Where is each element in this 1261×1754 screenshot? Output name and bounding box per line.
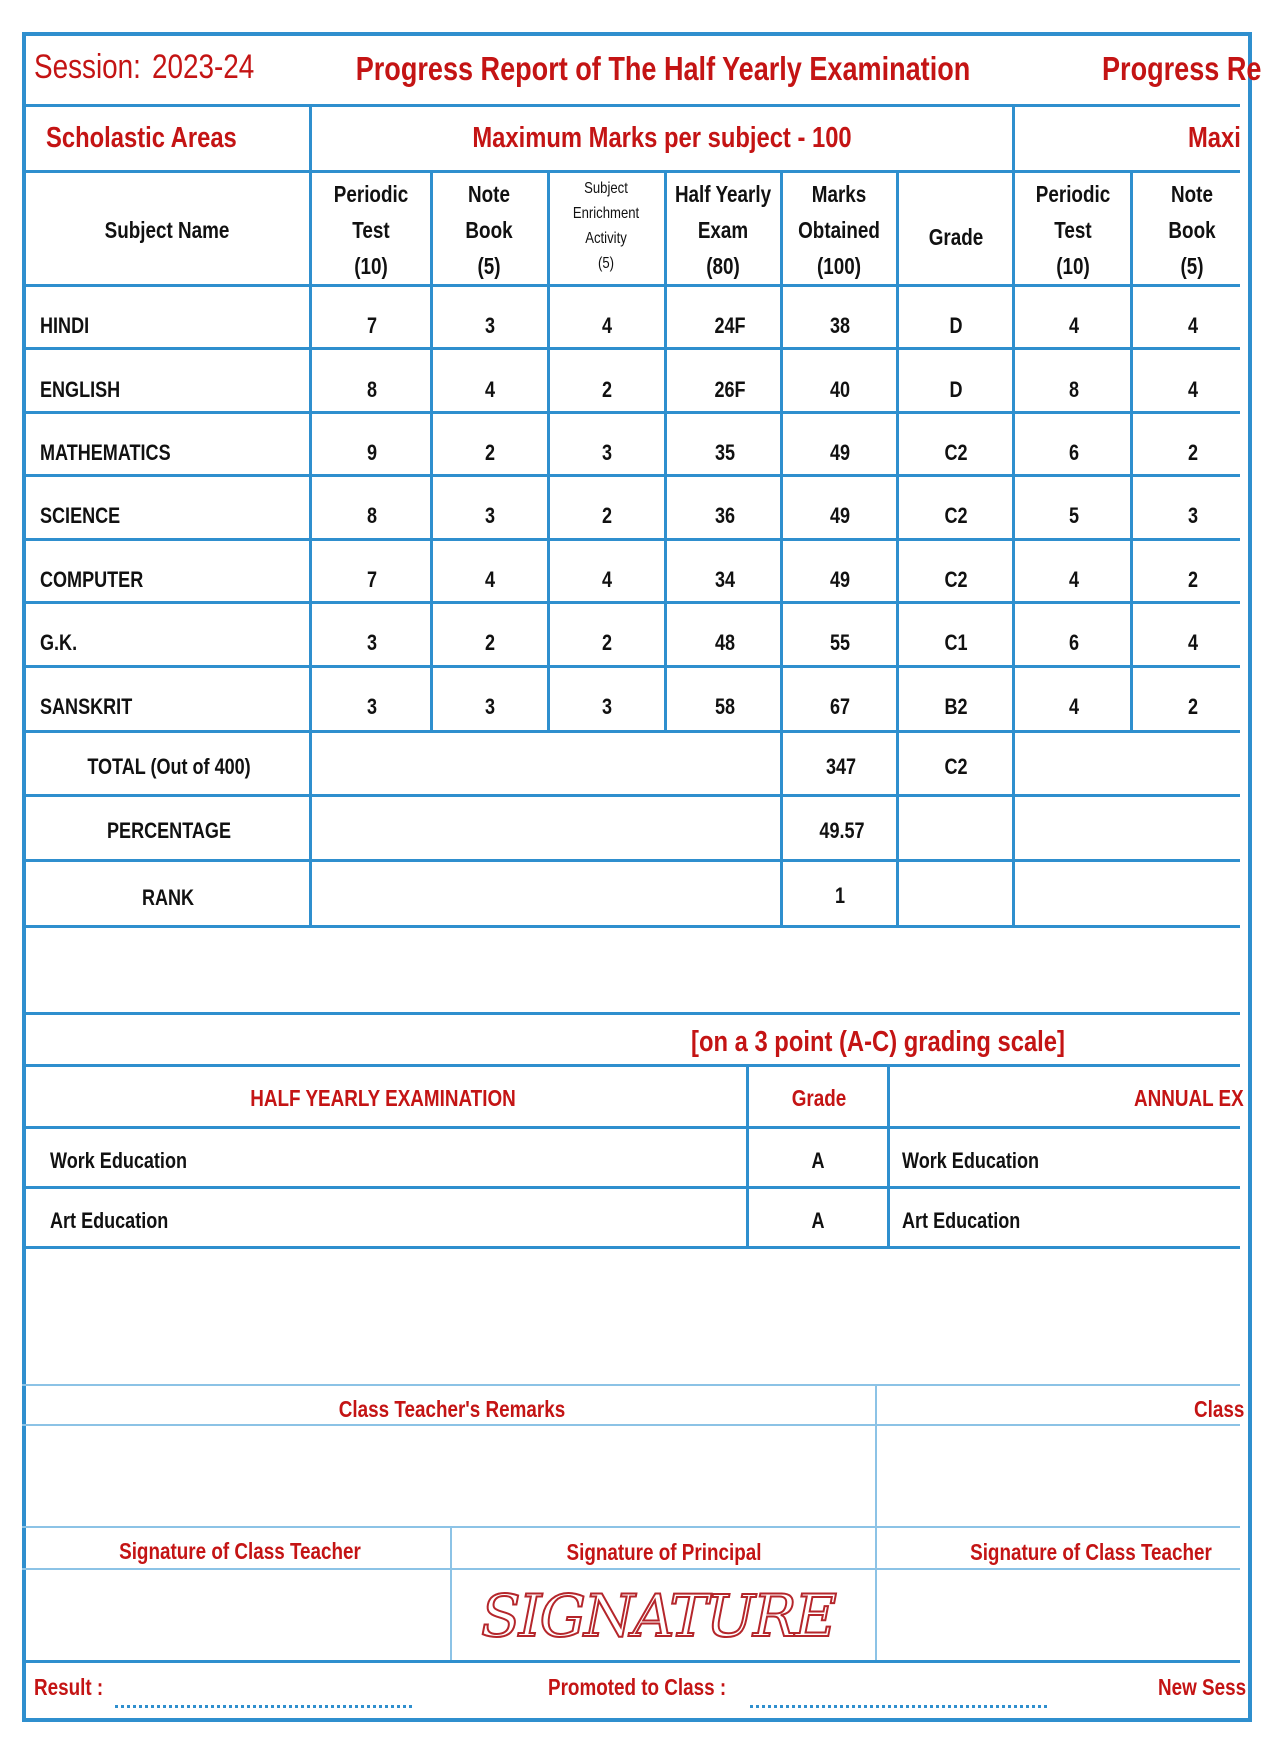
note-book-score: 4: [484, 377, 496, 402]
class-teacher-remarks-label: Class Teacher's Remarks: [338, 1396, 566, 1422]
col-header-grade: Grade: [928, 224, 984, 250]
col-header-subject-enrichment: Subject Enrichment Activity (5): [572, 180, 640, 272]
col-header-subject: Subject Name: [104, 217, 230, 243]
col-header-note-book: Note Book (5): [465, 181, 513, 279]
total-value: 347: [825, 754, 857, 779]
percentage-value: 49.57: [819, 818, 865, 843]
col-header-periodic-test: Periodic Test (10): [333, 181, 409, 279]
report-title: Progress Report of The Half Yearly Examination: [355, 50, 971, 87]
rank-label: RANK: [141, 885, 195, 910]
rank-value: 1: [834, 883, 846, 908]
session-value: 2023-24: [152, 48, 255, 86]
periodic-test-score: 7: [366, 567, 378, 592]
enrichment-score: 2: [601, 377, 613, 402]
subject-name: SANSKRIT: [40, 694, 133, 719]
result-label: Result :: [34, 1674, 104, 1700]
note-book-annual-score: 4: [1187, 377, 1199, 402]
note-book-score: 2: [484, 630, 496, 655]
co-area-annual-name: Work Education: [902, 1148, 1039, 1173]
note-book-score: 3: [484, 313, 496, 338]
marks-obtained: 67: [829, 694, 851, 719]
periodic-test-score: 3: [366, 694, 378, 719]
half-yearly-score: 35: [714, 440, 736, 465]
result-field[interactable]: [115, 1705, 412, 1708]
marks-obtained: 40: [829, 377, 851, 402]
note-book-score: 3: [484, 694, 496, 719]
grade-value: D: [949, 313, 963, 338]
grade-value: D: [949, 377, 963, 402]
col-header-half-yearly-exam: Half Yearly Exam (80): [674, 181, 772, 279]
half-yearly-score: 26F: [714, 377, 746, 402]
periodic-test-annual-score: 4: [1068, 313, 1080, 338]
subject-name: HINDI: [40, 313, 90, 338]
signature-class-teacher-label: Signature of Class Teacher: [119, 1538, 361, 1564]
marks-obtained: 49: [829, 440, 851, 465]
half-yearly-score: 48: [714, 630, 736, 655]
enrichment-score: 4: [601, 313, 613, 338]
scholastic-areas-label: Scholastic Areas: [46, 122, 237, 154]
report-title-annual: Progress Re: [1102, 50, 1261, 87]
marks-obtained: 38: [829, 313, 851, 338]
percentage-label: PERCENTAGE: [107, 818, 231, 843]
co-grade-header: Grade: [791, 1085, 847, 1111]
marks-obtained: 49: [829, 567, 851, 592]
half-yearly-score: 24F: [714, 313, 746, 338]
col-header-marks-obtained: Marks Obtained (100): [798, 181, 880, 279]
grade-value: C1: [944, 630, 968, 655]
grading-scale-note: [on a 3 point (A-C) grading scale]: [691, 1026, 1065, 1058]
note-book-score: 2: [484, 440, 496, 465]
enrichment-score: 4: [601, 567, 613, 592]
subject-name: MATHEMATICS: [40, 440, 171, 465]
co-area-annual-name: Art Education: [902, 1208, 1021, 1233]
periodic-test-annual-score: 4: [1068, 694, 1080, 719]
periodic-test-score: 3: [366, 630, 378, 655]
grade-value: C2: [944, 567, 968, 592]
total-grade: C2: [944, 754, 968, 779]
periodic-test-annual-score: 6: [1068, 630, 1080, 655]
periodic-test-score: 8: [366, 377, 378, 402]
promoted-to-class-label: Promoted to Class :: [548, 1674, 727, 1700]
co-area-grade: A: [811, 1148, 825, 1173]
marks-obtained: 49: [829, 503, 851, 528]
note-book-annual-score: 2: [1187, 440, 1199, 465]
periodic-test-score: 9: [366, 440, 378, 465]
promoted-to-class-field[interactable]: [750, 1705, 1047, 1708]
enrichment-score: 2: [601, 503, 613, 528]
periodic-test-annual-score: 8: [1068, 377, 1080, 402]
grade-value: B2: [944, 694, 968, 719]
half-yearly-score: 36: [714, 503, 736, 528]
signature-principal-label: Signature of Principal: [566, 1539, 762, 1565]
total-label: TOTAL (Out of 400): [87, 754, 251, 779]
marks-obtained: 55: [829, 630, 851, 655]
periodic-test-annual-score: 5: [1068, 503, 1080, 528]
max-marks-annual-label: Maxi: [1188, 122, 1241, 154]
note-book-score: 4: [484, 567, 496, 592]
subject-name: COMPUTER: [40, 567, 144, 592]
periodic-test-score: 7: [366, 313, 378, 338]
signature-class-teacher-annual-label: Signature of Class Teacher: [970, 1539, 1212, 1565]
enrichment-score: 3: [601, 694, 613, 719]
subject-name: SCIENCE: [40, 503, 121, 528]
co-area-name: Work Education: [50, 1148, 187, 1173]
subject-name: G.K.: [40, 630, 78, 655]
note-book-score: 3: [484, 503, 496, 528]
grade-value: C2: [944, 440, 968, 465]
subject-name: ENGLISH: [40, 377, 121, 402]
class-remarks-annual-label: Class: [1194, 1396, 1245, 1422]
periodic-test-annual-score: 4: [1068, 567, 1080, 592]
col-header-periodic-test-annual: Periodic Test (10): [1035, 181, 1111, 279]
annual-exam-header: ANNUAL EX: [1134, 1085, 1244, 1111]
half-yearly-score: 58: [714, 694, 736, 719]
enrichment-score: 3: [601, 440, 613, 465]
half-yearly-header: HALF YEARLY EXAMINATION: [250, 1085, 516, 1111]
note-book-annual-score: 2: [1187, 694, 1199, 719]
session-label: Session:: [34, 48, 141, 86]
col-header-note-book-annual: Note Book (5): [1168, 181, 1216, 279]
note-book-annual-score: 4: [1187, 313, 1199, 338]
principal-signature: SIGNATURE: [480, 1582, 836, 1650]
note-book-annual-score: 3: [1187, 503, 1199, 528]
periodic-test-score: 8: [366, 503, 378, 528]
co-area-name: Art Education: [50, 1208, 169, 1233]
periodic-test-annual-score: 6: [1068, 440, 1080, 465]
max-marks-label: Maximum Marks per subject - 100: [472, 122, 852, 154]
note-book-annual-score: 4: [1187, 630, 1199, 655]
co-area-grade: A: [811, 1208, 825, 1233]
note-book-annual-score: 2: [1187, 567, 1199, 592]
enrichment-score: 2: [601, 630, 613, 655]
grade-value: C2: [944, 503, 968, 528]
half-yearly-score: 34: [714, 567, 736, 592]
new-session-label: New Sess: [1158, 1674, 1247, 1700]
